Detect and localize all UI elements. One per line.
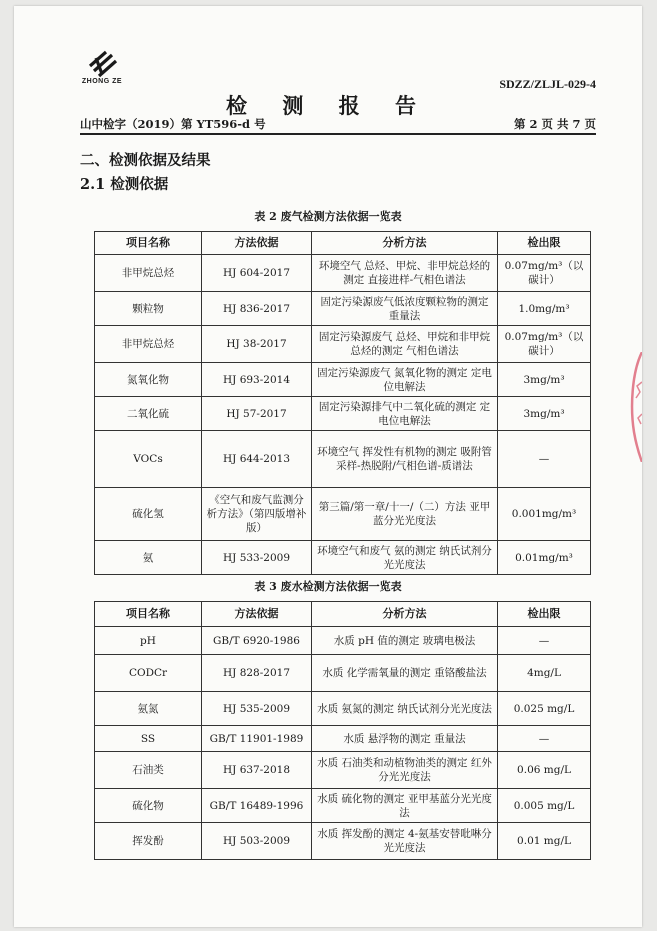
cell-item: SS xyxy=(95,726,202,752)
cell-analysis: 环境空气和废气 氨的测定 纳氏试剂分光光度法 xyxy=(312,541,498,575)
header-method: 方法依据 xyxy=(202,602,312,627)
header-limit: 检出限 xyxy=(498,232,591,255)
cell-analysis: 第三篇/第一章/十一/（二）方法 亚甲蓝分光光度法 xyxy=(312,488,498,541)
table2-caption: 表 2 废气检测方法依据一览表 xyxy=(254,210,402,223)
cell-analysis: 固定污染源排气中二氧化硫的测定 定电位电解法 xyxy=(312,397,498,431)
cell-item: 氮氧化物 xyxy=(95,363,202,397)
cell-limit: — xyxy=(498,431,591,488)
company-logo-icon xyxy=(82,46,122,92)
cell-limit: 0.001mg/m³ xyxy=(498,488,591,541)
table3-caption: 表 3 废水检测方法依据一览表 xyxy=(254,580,402,593)
cell-analysis: 水质 石油类和动植物油类的测定 红外分光光度法 xyxy=(312,752,498,789)
table-row xyxy=(95,726,591,752)
seal-stamp-icon xyxy=(628,352,642,462)
cell-item: 挥发酚 xyxy=(95,823,202,860)
cell-item: 二氧化硫 xyxy=(95,397,202,431)
header-item: 项目名称 xyxy=(95,232,202,255)
report-page xyxy=(14,6,642,927)
table-row xyxy=(95,627,591,655)
header-divider xyxy=(80,133,596,135)
cell-limit: 1.0mg/m³ xyxy=(498,292,591,326)
document-code: SDZZ/ZLJL-029-4 xyxy=(499,77,596,91)
table-row xyxy=(95,541,591,575)
cell-limit: 0.01mg/m³ xyxy=(498,541,591,575)
cell-analysis: 环境空气 总烃、甲烷、非甲烷总烃的测定 直接进样-气相色谱法 xyxy=(312,255,498,292)
cell-method: HJ 693-2014 xyxy=(202,363,312,397)
cell-limit: 0.06 mg/L xyxy=(498,752,591,789)
header-limit: 检出限 xyxy=(498,602,591,627)
wastewater-method-table xyxy=(94,601,591,860)
cell-limit: 0.005 mg/L xyxy=(498,789,591,823)
cell-item: 石油类 xyxy=(95,752,202,789)
cell-method: HJ 533-2009 xyxy=(202,541,312,575)
cell-item: 非甲烷总烃 xyxy=(95,255,202,292)
cell-method: HJ 637-2018 xyxy=(202,752,312,789)
cell-method: HJ 828-2017 xyxy=(202,655,312,692)
table-row xyxy=(95,255,591,292)
cell-method: GB/T 16489-1996 xyxy=(202,789,312,823)
cell-limit: 0.07mg/m³（以碳计） xyxy=(498,255,591,292)
header-analysis: 分析方法 xyxy=(312,602,498,627)
cell-limit: 4mg/L xyxy=(498,655,591,692)
cell-analysis: 固定污染源废气 氮氧化物的测定 定电位电解法 xyxy=(312,363,498,397)
cell-limit: — xyxy=(498,627,591,655)
cell-item: 硫化物 xyxy=(95,789,202,823)
header-analysis: 分析方法 xyxy=(312,232,498,255)
cell-item: pH xyxy=(95,627,202,655)
header-method: 方法依据 xyxy=(202,232,312,255)
exhaust-gas-method-table xyxy=(94,231,591,575)
cell-limit: 0.01 mg/L xyxy=(498,823,591,860)
page-number: 第 2 页 共 7 页 xyxy=(513,117,596,131)
cell-analysis: 水质 挥发酚的测定 4-氨基安替吡啉分光光度法 xyxy=(312,823,498,860)
cell-method: HJ 57-2017 xyxy=(202,397,312,431)
cell-analysis: 水质 悬浮物的测定 重量法 xyxy=(312,726,498,752)
cell-limit: 0.025 mg/L xyxy=(498,692,591,726)
table-row xyxy=(95,655,591,692)
table-row xyxy=(95,823,591,860)
cell-item: 硫化氢 xyxy=(95,488,202,541)
cell-method: HJ 644-2013 xyxy=(202,431,312,488)
section-title: 二、检测依据及结果 xyxy=(80,152,211,169)
cell-method: GB/T 6920-1986 xyxy=(202,627,312,655)
table-row xyxy=(95,692,591,726)
table-row xyxy=(95,752,591,789)
cell-method: HJ 535-2009 xyxy=(202,692,312,726)
cell-item: VOCs xyxy=(95,431,202,488)
cell-analysis: 水质 氨氮的测定 纳氏试剂分光光度法 xyxy=(312,692,498,726)
cell-item: 氨 xyxy=(95,541,202,575)
table-row xyxy=(95,292,591,326)
table-row xyxy=(95,397,591,431)
cell-limit: — xyxy=(498,726,591,752)
cell-limit: 0.07mg/m³（以碳计） xyxy=(498,326,591,363)
cell-item: 非甲烷总烃 xyxy=(95,326,202,363)
cell-analysis: 环境空气 挥发性有机物的测定 吸附管采样-热脱附/气相色谱-质谱法 xyxy=(312,431,498,488)
cell-item: 氨氮 xyxy=(95,692,202,726)
report-title: 检 测 报 告 xyxy=(226,93,430,118)
table-row xyxy=(95,431,591,488)
cell-method: HJ 38-2017 xyxy=(202,326,312,363)
cell-analysis: 固定污染源废气 总烃、甲烷和非甲烷总烃的测定 气相色谱法 xyxy=(312,326,498,363)
cell-item: 颗粒物 xyxy=(95,292,202,326)
table-row xyxy=(95,326,591,363)
table-row xyxy=(95,789,591,823)
cell-method: HJ 604-2017 xyxy=(202,255,312,292)
cell-item: CODCr xyxy=(95,655,202,692)
table-row xyxy=(95,363,591,397)
logo-text: ZHONG ZE xyxy=(81,78,123,85)
cell-analysis: 水质 pH 值的测定 玻璃电极法 xyxy=(312,627,498,655)
subsection-title: 2.1 检测依据 xyxy=(80,176,169,193)
cell-method: 《空气和废气监测分析方法》（第四版增补版） xyxy=(202,488,312,541)
header-item: 项目名称 xyxy=(95,602,202,627)
cell-method: HJ 836-2017 xyxy=(202,292,312,326)
cell-limit: 3mg/m³ xyxy=(498,363,591,397)
table-row xyxy=(95,488,591,541)
table-header-row xyxy=(95,232,591,255)
report-number: 山中检字（2019）第 YT596-d 号 xyxy=(80,117,266,131)
cell-method: HJ 503-2009 xyxy=(202,823,312,860)
cell-analysis: 水质 硫化物的测定 亚甲基蓝分光光度法 xyxy=(312,789,498,823)
cell-analysis: 固定污染源废气低浓度颗粒物的测定 重量法 xyxy=(312,292,498,326)
cell-method: GB/T 11901-1989 xyxy=(202,726,312,752)
cell-analysis: 水质 化学需氧量的测定 重铬酸盐法 xyxy=(312,655,498,692)
table-header-row xyxy=(95,602,591,627)
cell-limit: 3mg/m³ xyxy=(498,397,591,431)
